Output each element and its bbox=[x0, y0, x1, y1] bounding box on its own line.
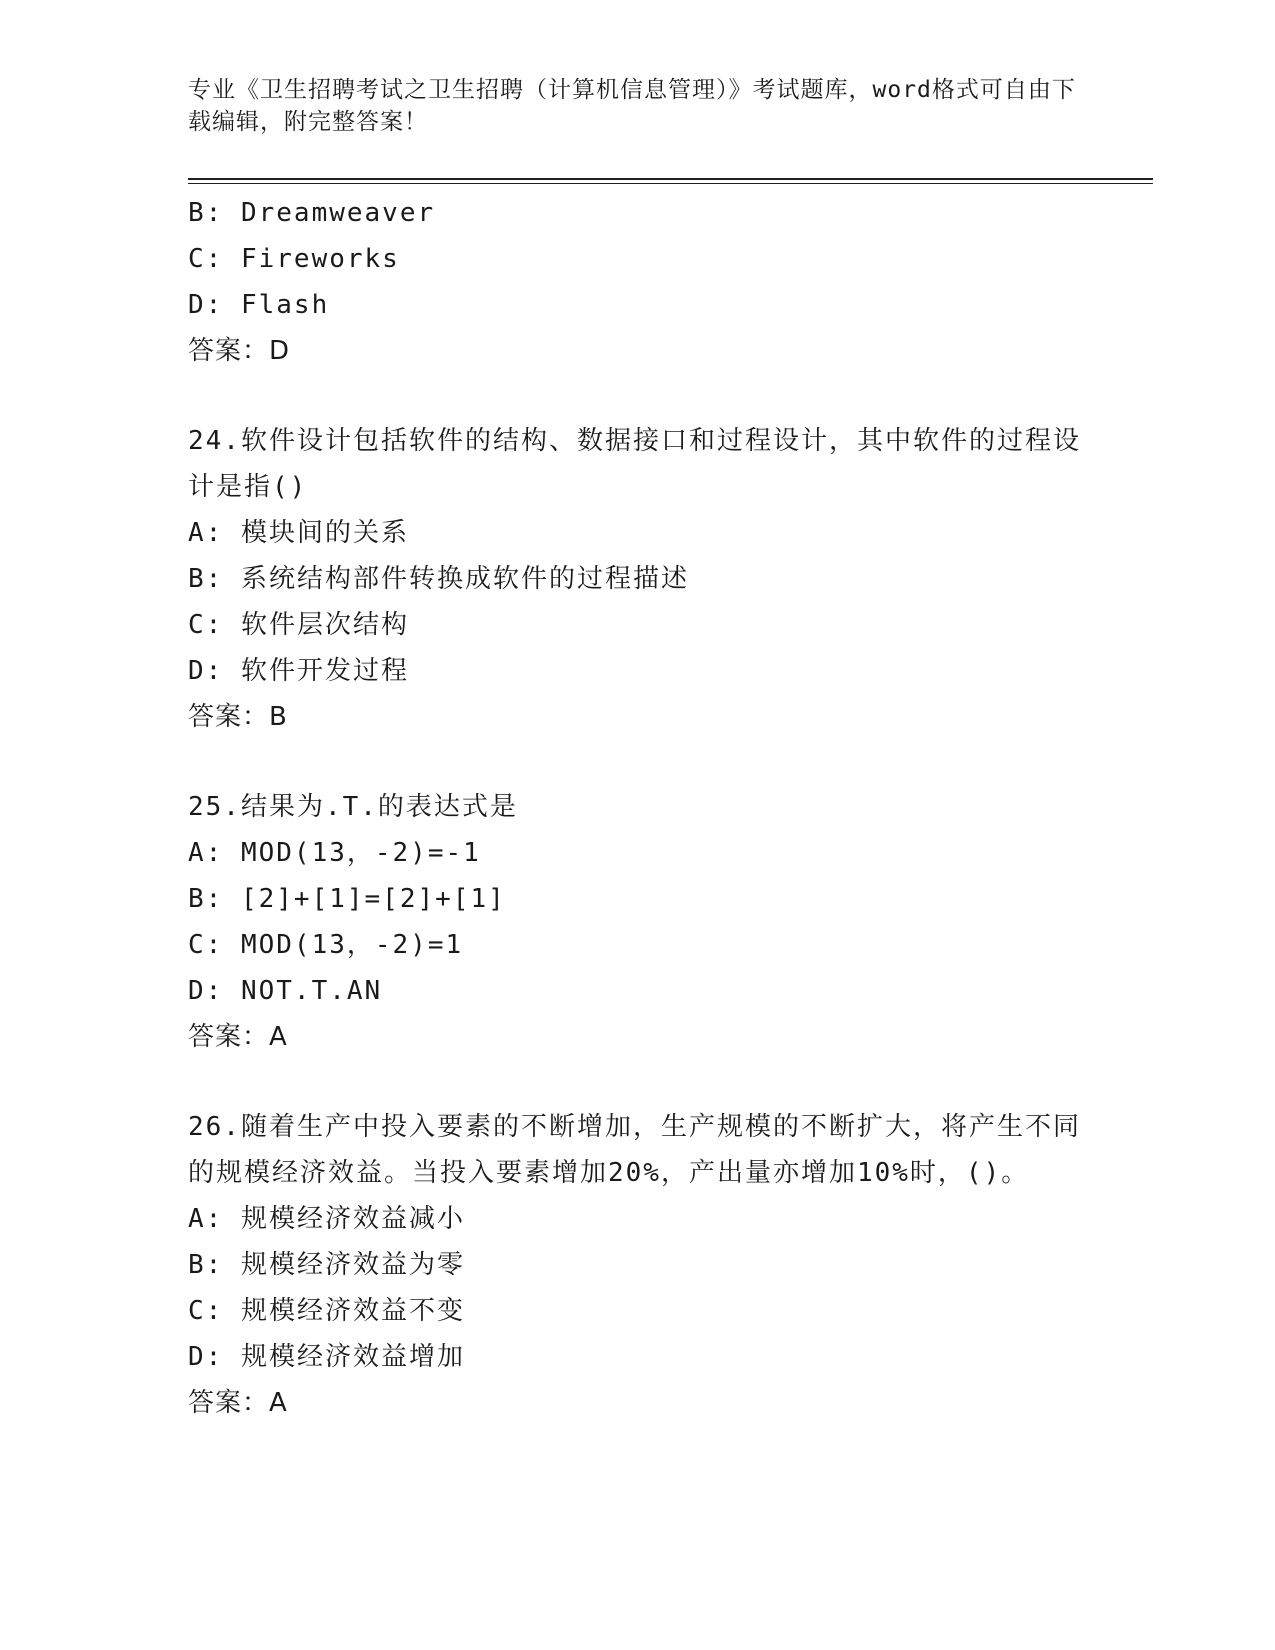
option-d: D: 软件开发过程 bbox=[188, 656, 409, 686]
document-header: 专业《卫生招聘考试之卫生招聘（计算机信息管理）》考试题库，word格式可自由下载编辑，附完整答案！ bbox=[188, 77, 1076, 135]
spacer bbox=[188, 740, 1088, 784]
option-c: C: 软件层次结构 bbox=[188, 610, 409, 640]
answer: 答案：A bbox=[188, 1022, 288, 1052]
question-25 bbox=[188, 784, 1088, 1060]
question-26 bbox=[188, 1104, 1088, 1426]
option-b: B: 系统结构部件转换成软件的过程描述 bbox=[188, 564, 689, 594]
option-b: B: [2]+[1]=[2]+[1] bbox=[188, 884, 506, 914]
spacer bbox=[188, 374, 1088, 418]
option-c: C: MOD(13，-2)=1 bbox=[188, 930, 464, 960]
question-stem: 25.结果为.T.的表达式是 bbox=[188, 792, 518, 822]
spacer bbox=[188, 1060, 1088, 1104]
question-stem: 26.随着生产中投入要素的不断增加，生产规模的不断扩大，将产生不同的规模经济效益。当投入要素增加20%，产出量亦增加10%时，()。 bbox=[188, 1112, 1081, 1188]
option-a: A: MOD(13，-2)=-1 bbox=[188, 838, 481, 868]
answer: 答案：A bbox=[188, 1388, 288, 1418]
option-b: B: Dreamweaver bbox=[188, 198, 436, 228]
option-a: A: 模块间的关系 bbox=[188, 518, 409, 548]
question-23-continued bbox=[188, 190, 1088, 374]
option-c: C: Fireworks bbox=[188, 244, 400, 274]
header-rule-thin bbox=[188, 183, 1153, 184]
answer: 答案：B bbox=[188, 702, 288, 732]
question-24 bbox=[188, 418, 1088, 740]
option-c: C: 规模经济效益不变 bbox=[188, 1296, 465, 1326]
answer: 答案：D bbox=[188, 336, 291, 366]
question-stem: 24.软件设计包括软件的结构、数据接口和过程设计，其中软件的过程设计是指() bbox=[188, 426, 1081, 502]
option-d: D: 规模经济效益增加 bbox=[188, 1342, 465, 1372]
header-rule-thick bbox=[188, 178, 1153, 180]
option-b: B: 规模经济效益为零 bbox=[188, 1250, 465, 1280]
option-a: A: 规模经济效益减小 bbox=[188, 1204, 465, 1234]
question-list bbox=[188, 190, 1088, 1426]
option-d: D: NOT.T.AN bbox=[188, 976, 383, 1006]
option-d: D: Flash bbox=[188, 290, 330, 320]
